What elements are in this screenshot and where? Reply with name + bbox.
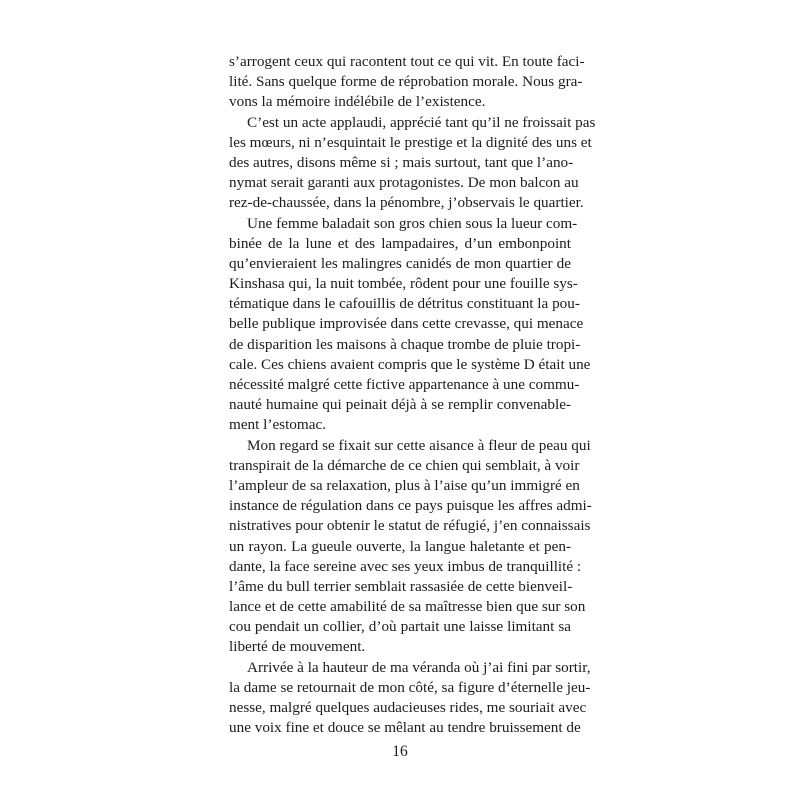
page-number: 16	[392, 743, 408, 760]
text-line: dante, la face sereine avec ses yeux imbus de tranquillité :	[229, 557, 582, 575]
text-line: une voix fine et douce se mêlant au tendre bruissement de	[229, 719, 581, 737]
text-line: Mon regard se fixait sur cette aisance à fleur de peau qui	[247, 436, 591, 454]
text-line: s’arrogent ceux qui racontent tout ce qui vit. En toute faci-	[229, 53, 585, 70]
text-line: nauté humaine qui peinait déjà à se remplir convenable-	[229, 396, 571, 414]
text-line: l’ampleur de sa relaxation, plus à l’aise qu’un immigré en	[229, 476, 580, 494]
text-line: les mœurs, ni n’esquintait le prestige et la dignité des uns et	[229, 133, 592, 151]
text-line: liberté de mouvement.	[229, 638, 366, 656]
text-line: nesse, malgré quelques audacieuses rides, me souriait avec	[229, 699, 587, 716]
text-line: transpirait de la démarche de ce chien qui semblait, à voir	[229, 456, 580, 474]
text-line: nistratives pour obtenir le statut de réfugié, j’en connaissais	[229, 517, 591, 535]
text-line: C’est un acte applaudi, apprécié tant qu’il ne froissait pas	[247, 113, 596, 131]
text-line: l’âme du bull terrier semblait rassasiée de cette bienveil-	[229, 577, 573, 595]
text-line: Une femme baladait son gros chien sous la lueur com-	[247, 214, 578, 232]
paragraph	[229, 436, 592, 658]
text-line: de disparition les maisons à chaque trombe de pluie tropi-	[229, 335, 581, 353]
text-line: rez-de-chaussée, dans la pénombre, j’observais le quartier.	[229, 194, 584, 212]
paragraph	[229, 52, 585, 113]
text-line: cou pendait un collier, d’où partait une laisse limitant sa	[229, 618, 571, 636]
text-line: ment l’estomac.	[229, 416, 326, 434]
paragraph	[229, 113, 596, 214]
paragraph	[229, 214, 591, 436]
text-line: lité. Sans quelque forme de réprobation morale. Nous gra-	[229, 73, 583, 91]
text-line: binée de la lune et des lampadaires, d’un embonpoint	[229, 234, 571, 252]
text-line: la dame se retournait de mon côté, sa figure d’éternelle jeu-	[229, 678, 591, 696]
text-line: lance et de cette amabilité de sa maîtresse bien que sur son	[229, 598, 586, 616]
text-line: tématique dans le cafouillis de détritus constituant la pou-	[229, 295, 580, 313]
text-line: Arrivée à la hauteur de ma véranda où j’ai fini par sortir,	[247, 658, 591, 676]
text-line: vons la mémoire indélébile de l’existence.	[229, 93, 486, 111]
text-line: instance de régulation dans ce pays puisque les affres admi-	[229, 497, 592, 515]
text-line: Kinshasa qui, la nuit tombée, rôdent pour une fouille sys-	[229, 275, 578, 293]
text-line: un rayon. La gueule ouverte, la langue haletante et pen-	[229, 537, 571, 555]
book-page-text	[229, 52, 596, 738]
paragraph	[229, 658, 591, 739]
text-line: qu’envieraient les malingres canidés de mon quartier de	[229, 254, 571, 272]
text-line: nécessité malgré cette fictive appartenance à une commu-	[229, 376, 580, 393]
text-line: des autres, disons même si ; mais surtout, tant que l’ano-	[229, 153, 574, 171]
text-line: cale. Ces chiens avaient compris que le système D était une	[229, 355, 591, 373]
text-line: belle publique improvisée dans cette crevasse, qui menace	[229, 315, 584, 333]
text-line: nymat serait garanti aux protagonistes. De mon balcon au	[229, 174, 579, 192]
